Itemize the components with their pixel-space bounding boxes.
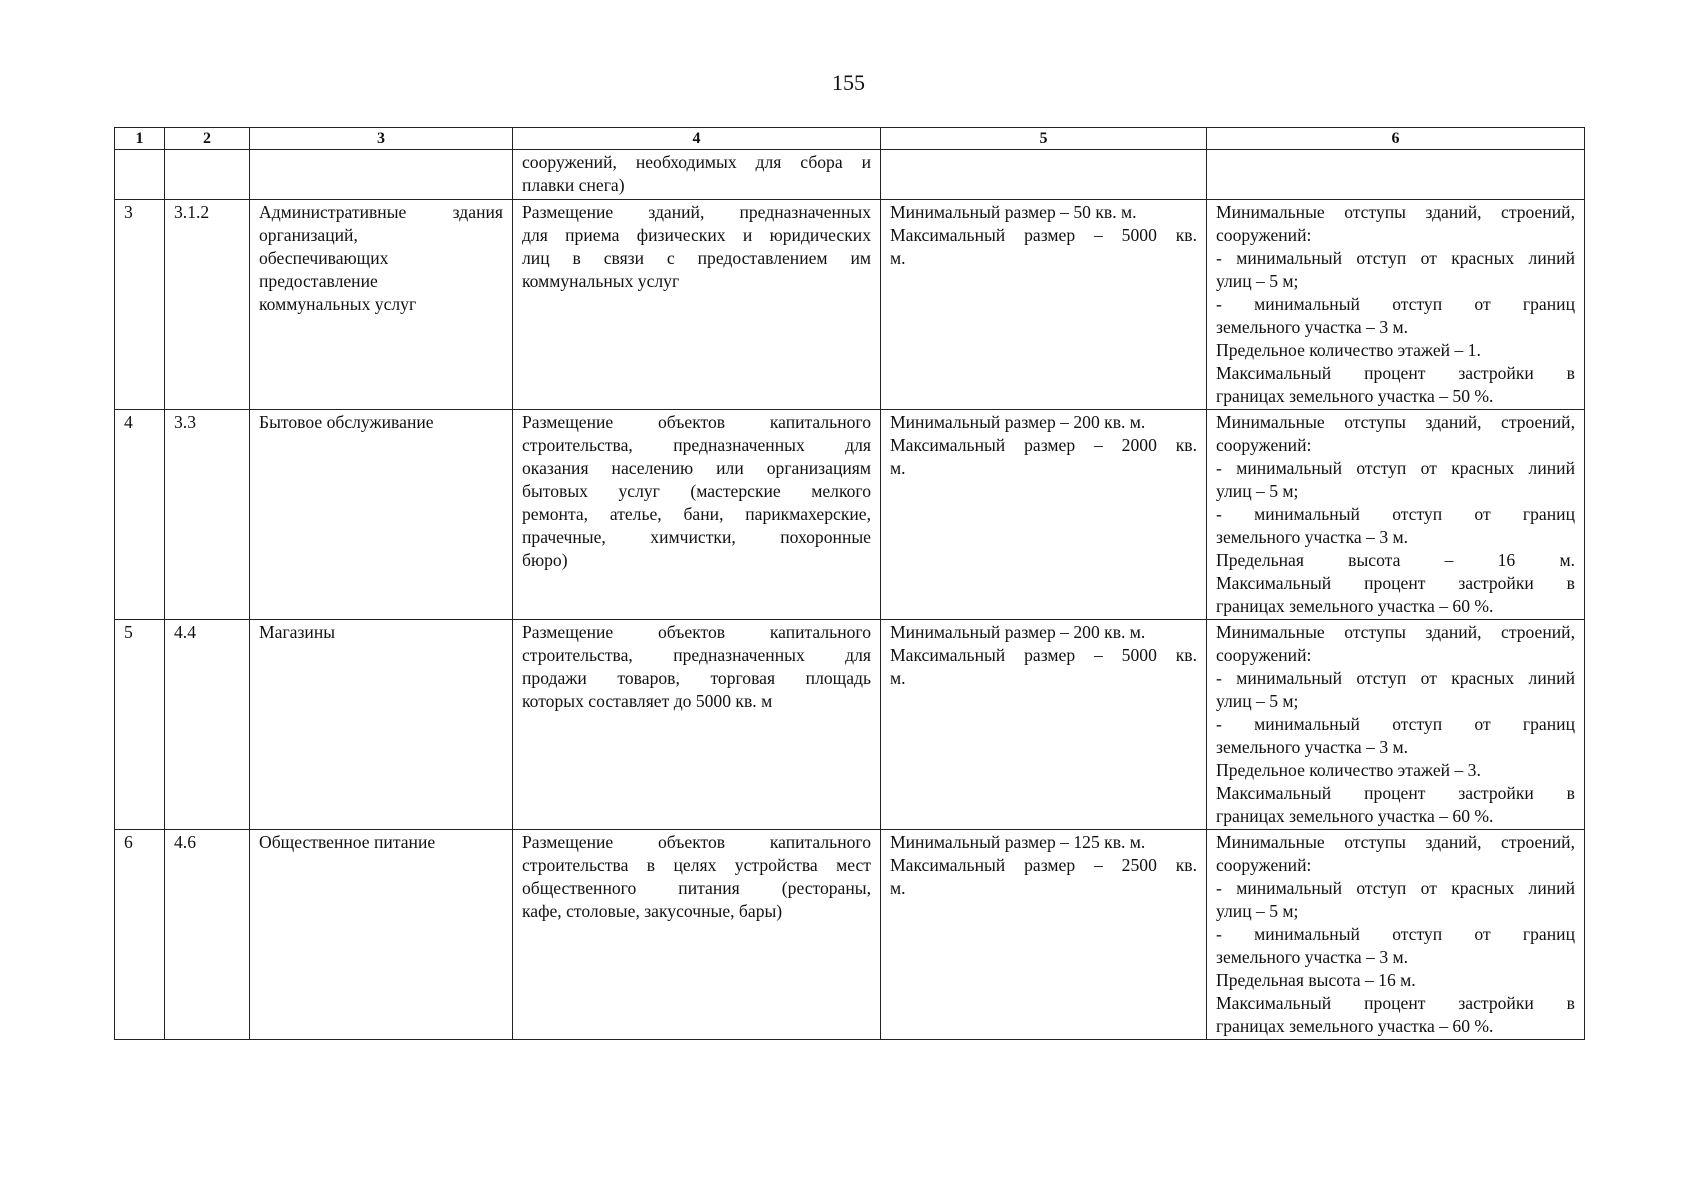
text-line: коммунальных услуг xyxy=(259,294,417,314)
cell-index: 3 xyxy=(115,200,165,410)
text-line: Предельное количество этажей – 3. xyxy=(1216,760,1481,780)
text-line: Максимальный процент застройки в xyxy=(1216,363,1575,383)
table-row xyxy=(115,620,1585,830)
text-line: улиц – 5 м; xyxy=(1216,691,1299,711)
text-line: строительства в целях устройства мест xyxy=(522,855,871,875)
text-line: Максимальный процент застройки в xyxy=(1216,783,1575,803)
text-line: предоставление xyxy=(259,271,378,291)
text-line: Минимальный размер – 200 кв. м. xyxy=(890,622,1146,642)
text-line: м. xyxy=(890,668,906,688)
text-line: лиц в связи с предоставлением им xyxy=(522,248,871,268)
text-line: Размещение объектов капитального xyxy=(522,622,871,642)
text-line: - минимальный отступ от границ xyxy=(1216,714,1575,734)
text-line: оказания населению или организациям xyxy=(522,458,871,478)
text-line: улиц – 5 м; xyxy=(1216,271,1299,291)
column-header: 4 xyxy=(513,128,881,150)
text-line: коммунальных услуг xyxy=(522,271,680,291)
text-line: - минимальный отступ от границ xyxy=(1216,294,1575,314)
cell-params xyxy=(1207,200,1585,410)
text-line: кафе, столовые, закусочные, бары) xyxy=(522,901,783,921)
text-line: Максимальный размер – 5000 кв. xyxy=(890,645,1197,665)
text-line: улиц – 5 м; xyxy=(1216,901,1299,921)
text-line: - минимальный отступ от красных линий xyxy=(1216,668,1575,688)
cell-index: 5 xyxy=(115,620,165,830)
text-line: сооружений: xyxy=(1216,855,1312,875)
text-line: Предельное количество этажей – 1. xyxy=(1216,340,1481,360)
column-header: 5 xyxy=(881,128,1207,150)
text-line: Размещение объектов капитального xyxy=(522,412,871,432)
text-line: - минимальный отступ от красных линий xyxy=(1216,248,1575,268)
text-line: общественного питания (рестораны, xyxy=(522,878,871,898)
cell-name xyxy=(250,620,513,830)
cell-code: 3.1.2 xyxy=(165,200,250,410)
text-line: Общественное питание xyxy=(259,832,436,852)
table-row xyxy=(115,830,1585,1040)
text-line: сооружений: xyxy=(1216,645,1312,665)
cell-description xyxy=(513,150,881,200)
text-line: Максимальный процент застройки в xyxy=(1216,993,1575,1013)
text-line: Минимальные отступы зданий, строений, xyxy=(1216,202,1575,222)
text-line: Административные здания xyxy=(259,202,503,222)
text-line: Предельная высота – 16 м. xyxy=(1216,970,1416,990)
text-line: Максимальный размер – 2500 кв. xyxy=(890,855,1197,875)
text-line: прачечные, химчистки, похоронные xyxy=(522,527,871,547)
text-line: - минимальный отступ от границ xyxy=(1216,504,1575,524)
cell-name xyxy=(250,150,513,200)
cell-params xyxy=(1207,410,1585,620)
text-line: Максимальный размер – 5000 кв. xyxy=(890,225,1197,245)
cell-code: 4.6 xyxy=(165,830,250,1040)
cell-description xyxy=(513,200,881,410)
table-row xyxy=(115,150,1585,200)
cell-index: 4 xyxy=(115,410,165,620)
text-line: земельного участка – 3 м. xyxy=(1216,317,1409,337)
cell-size xyxy=(881,410,1207,620)
cell-code: 4.4 xyxy=(165,620,250,830)
text-line: строительства, предназначенных для xyxy=(522,645,871,665)
text-line: улиц – 5 м; xyxy=(1216,481,1299,501)
cell-params xyxy=(1207,620,1585,830)
text-line: м. xyxy=(890,878,906,898)
page-number: 155 xyxy=(832,70,865,95)
text-line: сооружений: xyxy=(1216,225,1312,245)
cell-code xyxy=(165,150,250,200)
text-line: - минимальный отступ от красных линий xyxy=(1216,458,1575,478)
column-header: 6 xyxy=(1207,128,1585,150)
text-line: сооружений, необходимых для сбора и xyxy=(522,152,871,172)
text-line: земельного участка – 3 м. xyxy=(1216,527,1409,547)
text-line: бюро) xyxy=(522,550,568,570)
text-line: ремонта, ателье, бани, парикмахерские, xyxy=(522,504,871,524)
cell-description xyxy=(513,620,881,830)
text-line: земельного участка – 3 м. xyxy=(1216,737,1409,757)
text-line: Размещение объектов капитального xyxy=(522,832,871,852)
text-line: Бытовое обслуживание xyxy=(259,412,434,432)
text-line: сооружений: xyxy=(1216,435,1312,455)
text-line: земельного участка – 3 м. xyxy=(1216,947,1409,967)
text-line: м. xyxy=(890,248,906,268)
text-line: Максимальный процент застройки в xyxy=(1216,573,1575,593)
text-line: Минимальный размер – 50 кв. м. xyxy=(890,202,1137,222)
text-line: Предельная высота – 16 м. xyxy=(1216,550,1575,570)
text-line: Минимальный размер – 200 кв. м. xyxy=(890,412,1146,432)
text-line: которых составляет до 5000 кв. м xyxy=(522,691,773,711)
text-line: обеспечивающих xyxy=(259,248,389,268)
text-line: - минимальный отступ от границ xyxy=(1216,924,1575,944)
column-header: 3 xyxy=(250,128,513,150)
text-line: плавки снега) xyxy=(522,175,625,195)
cell-params xyxy=(1207,150,1585,200)
cell-params xyxy=(1207,830,1585,1040)
cell-code: 3.3 xyxy=(165,410,250,620)
text-line: Минимальные отступы зданий, строений, xyxy=(1216,412,1575,432)
text-line: границах земельного участка – 60 %. xyxy=(1216,1016,1494,1036)
table-header-row xyxy=(115,128,1585,150)
text-line: бытовых услуг (мастерские мелкого xyxy=(522,481,871,501)
table-row xyxy=(115,410,1585,620)
text-line: Минимальные отступы зданий, строений, xyxy=(1216,622,1575,642)
text-line: для приема физических и юридических xyxy=(522,225,871,245)
text-line: м. xyxy=(890,458,906,478)
table-row xyxy=(115,200,1585,410)
text-line: Минимальный размер – 125 кв. м. xyxy=(890,832,1146,852)
text-line: продажи товаров, торговая площадь xyxy=(522,668,871,688)
text-line: организаций, xyxy=(259,225,358,245)
text-line: Максимальный размер – 2000 кв. xyxy=(890,435,1197,455)
text-line: Минимальные отступы зданий, строений, xyxy=(1216,832,1575,852)
cell-size xyxy=(881,830,1207,1040)
text-line: строительства, предназначенных для xyxy=(522,435,871,455)
cell-name xyxy=(250,830,513,1040)
text-line: границах земельного участка – 50 %. xyxy=(1216,386,1494,406)
cell-description xyxy=(513,410,881,620)
text-line: Размещение зданий, предназначенных xyxy=(522,202,871,222)
cell-size xyxy=(881,200,1207,410)
cell-index: 6 xyxy=(115,830,165,1040)
cell-name xyxy=(250,410,513,620)
cell-name xyxy=(250,200,513,410)
cell-size xyxy=(881,620,1207,830)
cell-description xyxy=(513,830,881,1040)
cell-index xyxy=(115,150,165,200)
text-line: - минимальный отступ от красных линий xyxy=(1216,878,1575,898)
column-header: 2 xyxy=(165,128,250,150)
text-line: границах земельного участка – 60 %. xyxy=(1216,806,1494,826)
land-use-table xyxy=(114,127,1585,1040)
text-line: границах земельного участка – 60 %. xyxy=(1216,596,1494,616)
text-line: Магазины xyxy=(259,622,336,642)
column-header: 1 xyxy=(115,128,165,150)
cell-size xyxy=(881,150,1207,200)
